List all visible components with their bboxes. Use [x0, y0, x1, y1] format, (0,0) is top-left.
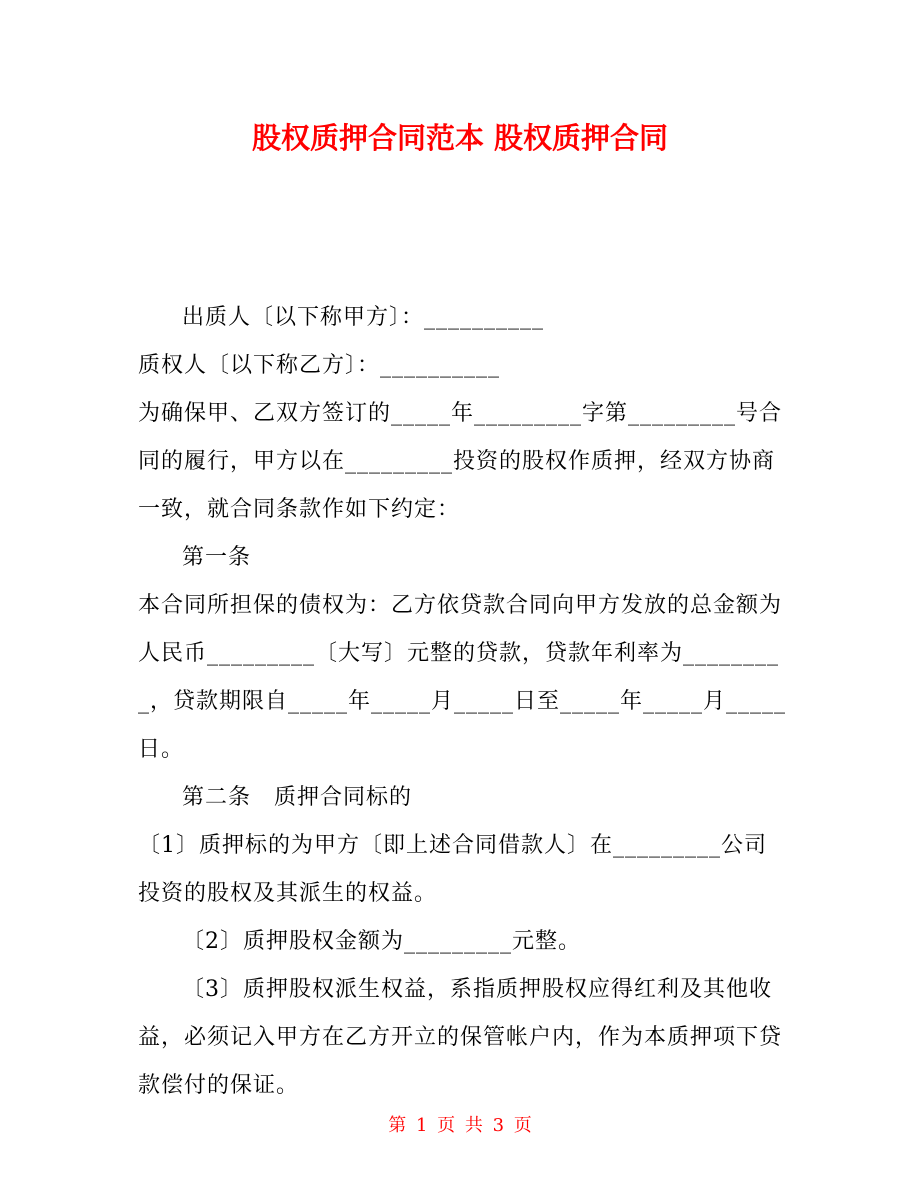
paragraph-pledgor: 出质人〔以下称甲方〕：__________	[182, 305, 545, 330]
paragraph-pledgee: 质权人〔以下称乙方〕：__________	[138, 353, 501, 378]
article-2-item-1: 〔1〕质押标的为甲方〔即上述合同借款人〕在_________公司投资的股权及其派生的权益。	[138, 833, 767, 906]
article-2-heading: 第二条 质押合同标的	[182, 785, 413, 810]
paragraph-preamble: 为确保甲、乙双方签订的_____年_________字第_________号合同的履行，甲方以在_________投资的股权作质押，经双方协商一致，就合同条款作如下约定：	[138, 401, 783, 522]
document-body	[138, 294, 786, 1110]
article-2-item-3: 〔3〕质押股权派生权益，系指质押股权应得红利及其他收益，必须记入甲方在乙方开立的保管帐户内，作为本质押项下贷款偿付的保证。	[138, 977, 783, 1098]
document-title: 股权质押合同范本 股权质押合同	[251, 121, 669, 155]
article-2-item-2: 〔2〕质押股权金额为_________元整。	[182, 929, 581, 954]
article-1-text: 本合同所担保的债权为：乙方依贷款合同向甲方发放的总金额为人民币_________〔大写〕元整的贷款，贷款年利率为_________，贷款期限自_____年_____月_____日至_____年_____月_____日。	[138, 593, 787, 762]
article-1-heading: 第一条	[182, 545, 252, 570]
page-footer: 第 1 页 共 3 页	[388, 1115, 532, 1136]
